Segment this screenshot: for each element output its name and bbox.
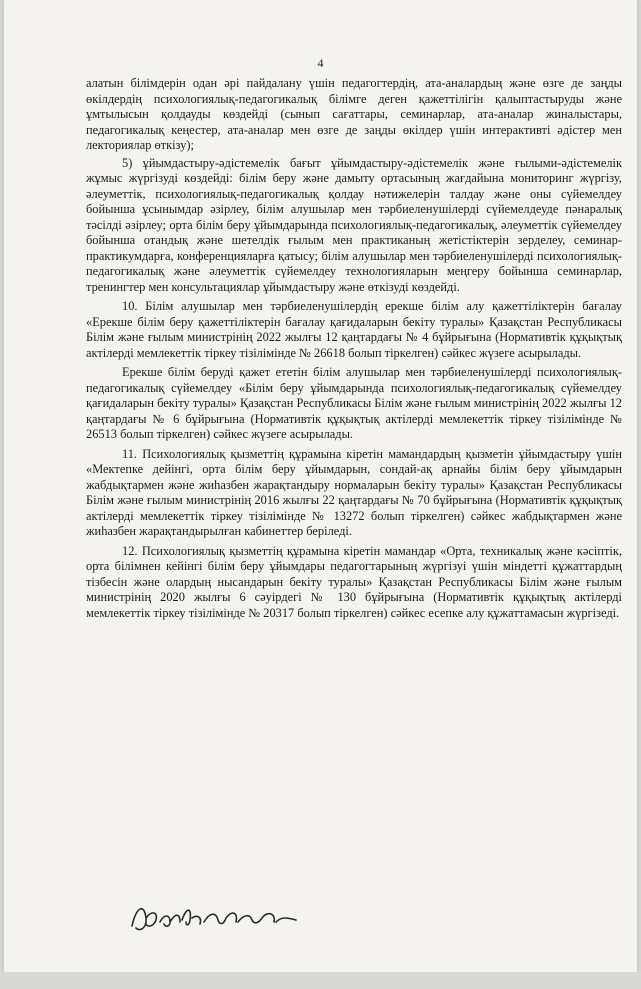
paragraph-clause-10: 10. Білім алушылар мен тәрбиеленушілердің ерекше білім алу қажеттіліктерін бағалау «Ерекше білім беру қажеттіліктерін бағалау қағидаларын бекіту туралы» Қазақстан Республикасы Білім және ғылым министрінің 2022 жылғы 12 қаңтардағы № 4 бұйрығына (Нормативтік құқықтық актілерді мемлекеттік тіркеу тізілімінде № 26618 болып тіркелген) сәйкес жүзеге асырылады. bbox=[86, 299, 622, 360]
handwritten-signature bbox=[126, 888, 316, 948]
bottom-margin bbox=[0, 972, 641, 989]
paragraph-special-needs: Ерекше білім беруді қажет ететін білім алушылар мен тәрбиеленушілерді психологиялық-педагогикалық сүйемелдеу «Білім беру ұйымдарында психологиялық-педагогикалық сүйемелдеу қағидаларын бекіту туралы» Қазақстан Республикасы Білім және ғылым министрінің 2022 жылғы 12 қаңтардағы № 6 бұйрығына (Нормативтік құқықтық актілерді мемлекеттік тіркеу тізілімінде № 26513 болып тіркелген) сәйкес жүзеге асырылады. bbox=[86, 365, 622, 441]
paragraph-continuation: алатын білімдерін одан әрі пайдалану үшін педагогтердің, ата-аналардың және өзге де заңды өкілдердің психологиялық-педагогикалық білімге деген қажеттілігін қалыптастыруды және ұмтылысын қолдауды көздейді (сынып сағаттары, семинарлар, ата-аналар жиналыстары, педагогикалық кеңестер, ата-аналар мен өзге де заңды өкілдер үшін интерактивті әдістер мен лекториялар өткізу); bbox=[86, 76, 622, 152]
paragraph-clause-12: 12. Психологиялық қызметтің құрамына кіретін мамандар «Орта, техникалық және кәсіптік, орта білімнен кейінгі білім беру ұйымдары педагогтарының жүргізуі үшін міндетті құжаттардың тізбесін және олардың нысандарын бекіту туралы» Қазақстан Республикасы Білім және ғылым министрінің 2020 жылғы 6 сәуірдегі № 130 бұйрығына (Нормативтік құқықтық актілерді мемлекеттік тіркеу тізілімінде № 20317 болып тіркелген) сәйкес есепке алу құжаттамасын жүргізеді. bbox=[86, 543, 622, 620]
paragraph-item-5: 5) ұйымдастыру-әдістемелік бағыт ұйымдастыру-әдістемелік және ғылыми-әдістемелік жұмыс жүргізуді көздейді: білім беру және дамыту ортасының жағдайына мониторинг жүргізу, әлеуметтік, психологиялық-педагогикалық қолдау нәтижелерін талдау және оны сүйемелдеу бойынша ұсынымдар әзірлеу, білім алушылар мен тәрбиеленушілерді сүйемелдеуде пәнаралық тәсілді әзірлеу; орта білім беру ұйымдарында психологиялық-педагогикалық, әлеуметтік сүйемелдеу бойынша отандық және шетелдік ғылым мен практиканың жетістіктерін зерделеу, семинар-практикумдарға, конференцияларға қатысу; білім алушылар мен тәрбиеленушілерді психологиялық-педагогикалық және әлеуметтік сүйемелдеу технологияларын меңгеру бойынша семинарлар, тренингтер мен консультациялар ұйымдастыру және өткізуді көздейді. bbox=[86, 155, 622, 294]
document-body bbox=[86, 76, 622, 623]
page-number: 4 bbox=[317, 56, 324, 70]
document-page bbox=[4, 0, 637, 972]
paragraph-clause-11: 11. Психологиялық қызметтің құрамына кіретін мамандардың қызметін ұйымдастыру үшін «Мектепке дейінгі, орта білім беру ұйымдарын, сондай-ақ арнайы білім беру ұйымдарын жабдықтармен және жиһазбен жарақтандыру нормаларын бекіту туралы» Қазақстан Республикасы Білім және ғылым министрінің 2016 жылғы 22 қаңтардағы № 70 бұйрығына (Нормативтік құқықтық актілерді мемлекеттік тіркеу тізілімінде № 13272 болып тіркелген) сәйкес жабдықтармен және жиһазбен жарақтандырылған кабинеттер беріледі. bbox=[86, 446, 622, 538]
